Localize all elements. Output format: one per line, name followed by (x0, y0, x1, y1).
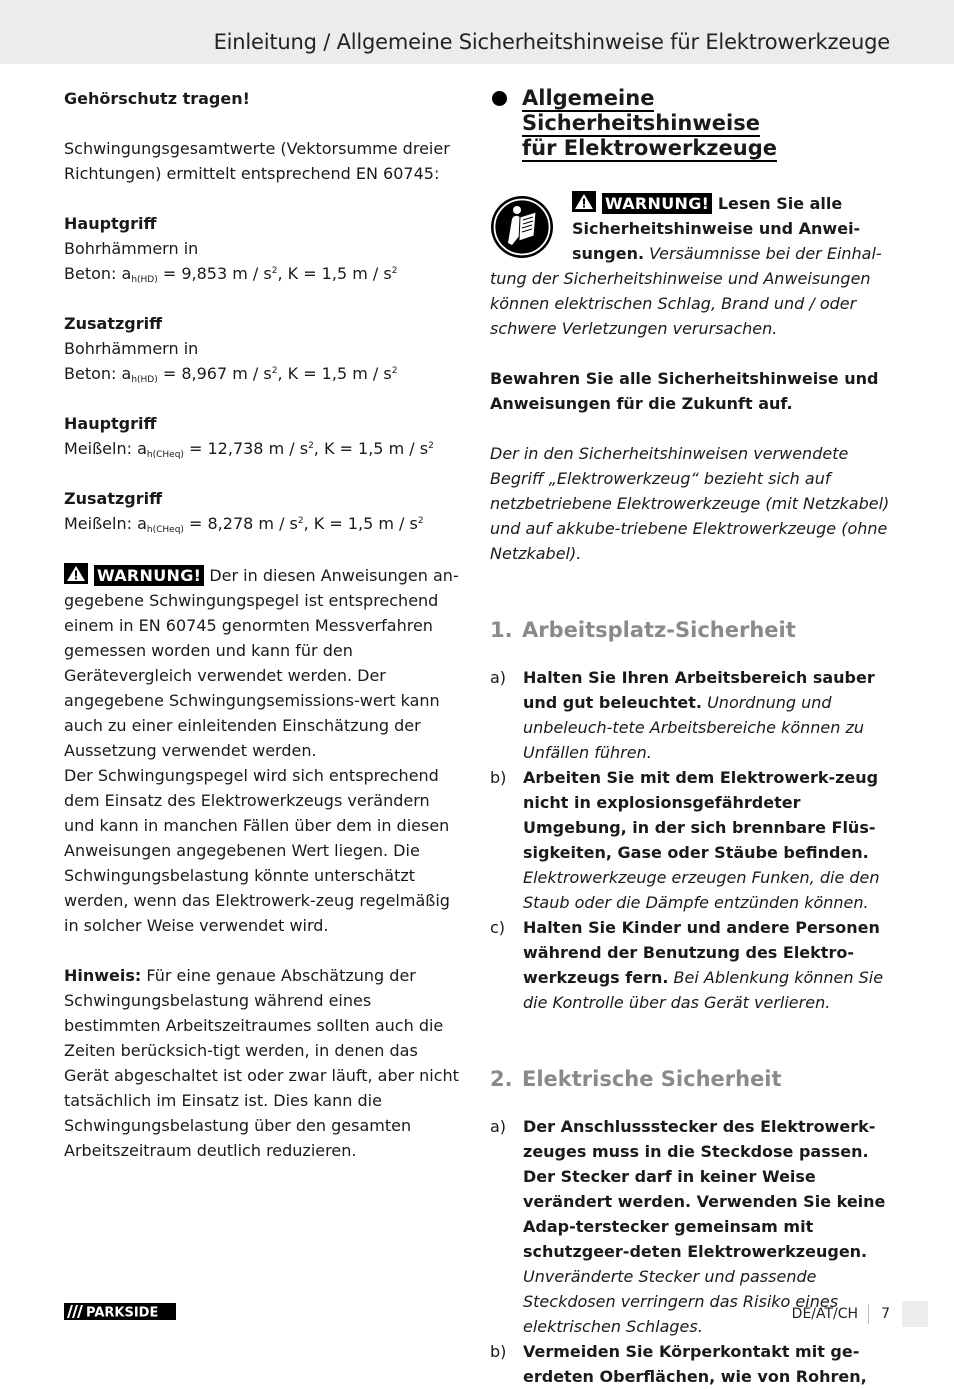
section-2-heading: 2. Elektrische Sicherheit (490, 1067, 782, 1091)
page-title: Einleitung / Allgemeine Sicherheitshinweise für Elektrowerkzeuge (213, 30, 890, 54)
left-column (64, 86, 464, 1163)
vibration-warning-2: Der Schwingungspegel wird sich entsprechend dem Einsatz des Elektrowerkzeugs verändern und kann in manchen Fällen über dem in diesen Anweisungen angegebenen Wert liegen. Die Schwingungsbelastung könnte unterschätzt werden, wenn das Elektrowerk-zeug regelmäßig in solcher Weise verwendet wird. (64, 766, 450, 935)
warning-label: WARNUNG! (602, 193, 712, 214)
parkside-logo (64, 1303, 176, 1320)
list-item: a) Halten Sie Ihren Arbeitsbereich sauber und gut beleuchtet. Unordnung und unbeleuch-tete Arbeitsbereiche können zu Unfällen führen. (490, 668, 875, 762)
svg-text:PARKSIDE: PARKSIDE (86, 1305, 159, 1320)
bullet-icon (492, 91, 507, 106)
section-1-list (490, 665, 890, 1015)
measure-2-value: Beton: $a_{h(HD)} = 8,967$ m / $s^2$, K = 1,5 m / $s^2$ (64, 364, 398, 385)
measure-1-value: Beton: $a_{h(HD)} = 9,853$ m / $s^2$, K = 1,5 m / $s^2$ (64, 264, 398, 285)
list-item: a) Der Anschlussstecker des Elektrowerk-zeuges muss in die Steckdose passen. Der Stecker darf in keiner Weise verändert werden. Verwenden Sie keine Adap-terstecker gemeinsam mit schutzgeer-deten Elektrowerkzeugen. Unveränderte Stecker und passende Steckdosen verringern das Risiko eines elektrischen Schlages. (490, 1117, 886, 1336)
term-definition: Der in den Sicherheitshinweisen verwendete Begriff „Elektrowerkzeug“ bezieht sich auf netzbetriebene Elektrowerkzeuge (mit Netzkabel) und auf akkube-triebene Elektrowerkzeuge (ohne Netzkabel). (490, 444, 890, 563)
section-1-heading: 1. Arbeitsplatz-Sicherheit (490, 618, 796, 642)
read-instructions-warning: WARNUNG! Lesen Sie alle Sicherheitshinweise und Anwei-sungen. Versäumnisse bei der Einhal-tung der Sicherheitshinweise und Anweisungen können elektrischen Schlag, Brand und / oder schwere Verletzungen verursachen. (490, 191, 890, 341)
page-marker-box (902, 1301, 928, 1327)
ear-protection-heading: Gehörschutz tragen! (64, 89, 250, 108)
measure-3-value: Meißeln: $a_{h(CHeq)} = 12,738$ m / $s^2$, K = 1,5 m / $s^2$ (64, 439, 434, 460)
page-header (0, 0, 954, 64)
measure-4-title: Zusatzgriff (64, 489, 163, 508)
list-item: c) Halten Sie Kinder und andere Personen während der Benutzung des Elektro-werkzeugs fern. Bei Ablenkung können Sie die Kontrolle über das Gerät verlieren. (490, 918, 884, 1012)
measure-2-title: Zusatzgriff (64, 314, 163, 333)
read-manual-icon (490, 195, 554, 259)
measure-4-value: Meißeln: $a_{h(CHeq)} = 8,278$ m / $s^2$, K = 1,5 m / $s^2$ (64, 514, 424, 535)
vibration-warning: WARNUNG! Der in diesen Anweisungen an-gegebene Schwingungspegel ist entsprechend einem in EN 60745 genormten Messverfahren gemessen worden und kann für den Gerätevergleich verwendet werden. Der angegebene Schwingungsemissions-wert kann auch zu einer einleitenden Einschätzung der Aussetzung verwendet werden. (64, 563, 464, 763)
warning-triangle-icon (64, 563, 88, 584)
warning-triangle-icon (572, 191, 596, 212)
language-codes: DE/AT/CH (792, 1304, 869, 1324)
warning-label: WARNUNG! (94, 565, 204, 586)
measure-1-line: Bohrhämmern in (64, 239, 199, 258)
measure-2-line: Bohrhämmern in (64, 339, 199, 358)
section-2-list (490, 1114, 890, 1389)
keep-instructions-note: Bewahren Sie alle Sicherheitshinweise und Anweisungen für die Zukunft auf. (490, 369, 879, 413)
main-section-heading: Allgemeine Sicherheitshinweise für Elektrowerkzeuge (490, 86, 890, 161)
list-item: b) Arbeiten Sie mit dem Elektrowerk-zeug nicht in explosionsgefährdeter Umgebung, in der sich brennbare Flüs-sigkeiten, Gase oder Stäube befinden. Elektrowerkzeuge erzeugen Funken, die den Staub oder die Dämpfe entzünden können. (490, 768, 880, 912)
vibration-intro: Schwingungsgesamtwerte (Vektorsumme dreier Richtungen) ermittelt entsprechend EN 60745: (64, 139, 450, 183)
measure-1-title: Hauptgriff (64, 214, 157, 233)
right-column (490, 86, 890, 1389)
list-item: b) Vermeiden Sie Körperkontakt mit ge-erdeten Oberflächen, wie von Rohren, (490, 1342, 867, 1386)
page-number: 7 (881, 1306, 890, 1322)
page-footer (792, 1301, 928, 1327)
measure-3-title: Hauptgriff (64, 414, 157, 433)
note-paragraph: Hinweis: Für eine genaue Abschätzung der Schwingungsbelastung während eines bestimmten Arbeitszeitraumes sollten auch die Zeiten berücksich-tigt werden, in denen das Gerät abgeschaltet ist oder zwar läuft, aber nicht tatsächlich im Einsatz ist. Dies kann die Schwingungsbelastung über den gesamten Arbeitszeitraum deutlich reduzieren. (64, 966, 459, 1160)
note-label: Hinweis: (64, 966, 142, 985)
